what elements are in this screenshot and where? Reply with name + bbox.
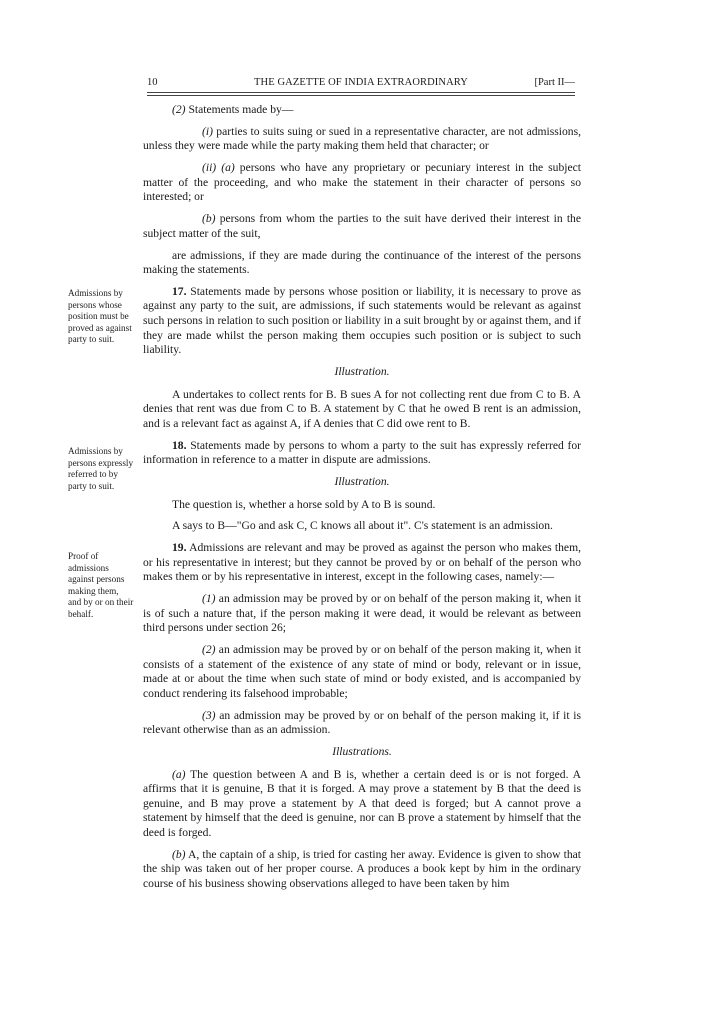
page-number: 10	[147, 77, 158, 88]
header-rule-bottom	[147, 95, 575, 96]
paragraph: (b) persons from whom the parties to the suit have derived their interest in the subject matter of the suit,	[143, 212, 581, 240]
page-header	[147, 76, 575, 90]
section-18: 18. Statements made by persons to whom a party to the suit has expressly referred for information in reference to a matter in dispute are admissions.	[143, 438, 581, 467]
section-number: 17.	[172, 284, 187, 298]
gazette-title: THE GAZETTE OF INDIA EXTRAORDINARY	[254, 77, 468, 88]
margin-note-section-18: Admissions by persons expressly referred to by party to suit.	[68, 446, 134, 491]
paragraph: are admissions, if they are made during the continuance of the interest of the persons making the statements.	[143, 248, 581, 277]
illustration-text: (a) The question between A and B is, whether a certain deed is or is not forged. A affirms that it is genuine, B that it is forged. A may prove a statement by B that the deed is genuine, and B may prove a statement by A that deed is forged; but A cannot prove a statement by himself that the deed is genuine, nor can B prove a statement by himself that the deed is forged.	[143, 767, 581, 839]
illustration-text: A says to B—"Go and ask C, C knows all about it". C's statement is an admission.	[172, 519, 553, 533]
illustration-heading: Illustrations.	[332, 745, 392, 758]
section-number: 19.	[172, 541, 187, 555]
illustration-text: (b) A, the captain of a ship, is tried for casting her away. Evidence is given to show that the ship was taken out of her proper course. A produces a book kept by him in the ordinary course of his business showing observations alleged to have been taken by him	[143, 847, 581, 890]
illustration-heading: Illustration.	[334, 474, 390, 488]
paragraph: (ii) (a) persons who have any proprietary or pecuniary interest in the subject matter of the proceeding, and who make the statement in their character of persons so interested; or	[143, 161, 582, 204]
illustration-heading: Illustration.	[334, 365, 390, 379]
paragraph: (i) parties to suits suing or sued in a representative character, are not admissions, unless they were made while the party making them held that character; or	[143, 124, 581, 153]
clause: (1) an admission may be proved by or on behalf of the person making it, when it is of such a nature that, if the person making it were dead, it would be relevant as between third persons under section 26;	[143, 592, 581, 635]
clause: (3) an admission may be proved by or on behalf of the person making it, if it is relevant otherwise than as an admission.	[143, 708, 581, 737]
clause: (2) an admission may be proved by or on behalf of the person making it, when it consists of a statement of the existence of any state of mind or body, relevant or in issue, made at or about the time when such state of mind or body existed, and is accompanied by conduct rendering its falsehood improbable;	[143, 643, 581, 700]
margin-note-section-17: Admissions by persons whose position must be proved as against party to suit.	[68, 288, 132, 345]
paragraph: (2) Statements made by—	[172, 103, 294, 116]
section-17: 17. Statements made by persons whose position or liability, it is necessary to prove as against any party to the suit, are admissions, if such statements would be relevant as against such persons in relation to such position or liability in a suit brought by or against them, and if they are made whilst the person making them occupies such position or is subject to such liability.	[143, 284, 582, 357]
illustration-text: A undertakes to collect rents for B. B sues A for not collecting rent due from C to B. A denies that rent was due from C to B. A statement by C that he owed B rent is an admission, and is a relevant fact as against A, if A denies that C did owe rent to B.	[143, 387, 581, 430]
header-rule-top	[147, 92, 575, 93]
body-text	[143, 103, 581, 892]
margin-note-section-19: Proof of admissions against persons making them, and by or on their behalf.	[68, 551, 134, 619]
section-19: 19. Admissions are relevant and may be proved as against the person who makes them, or his representative in interest; but they cannot be proved by or on behalf of the person who makes them or by his representative in interest, except in the following cases, namely:—	[143, 541, 581, 584]
section-number: 18.	[172, 438, 187, 452]
illustration-text: The question is, whether a horse sold by A to B is sound.	[172, 497, 436, 511]
part-label: [Part II—	[534, 77, 575, 88]
